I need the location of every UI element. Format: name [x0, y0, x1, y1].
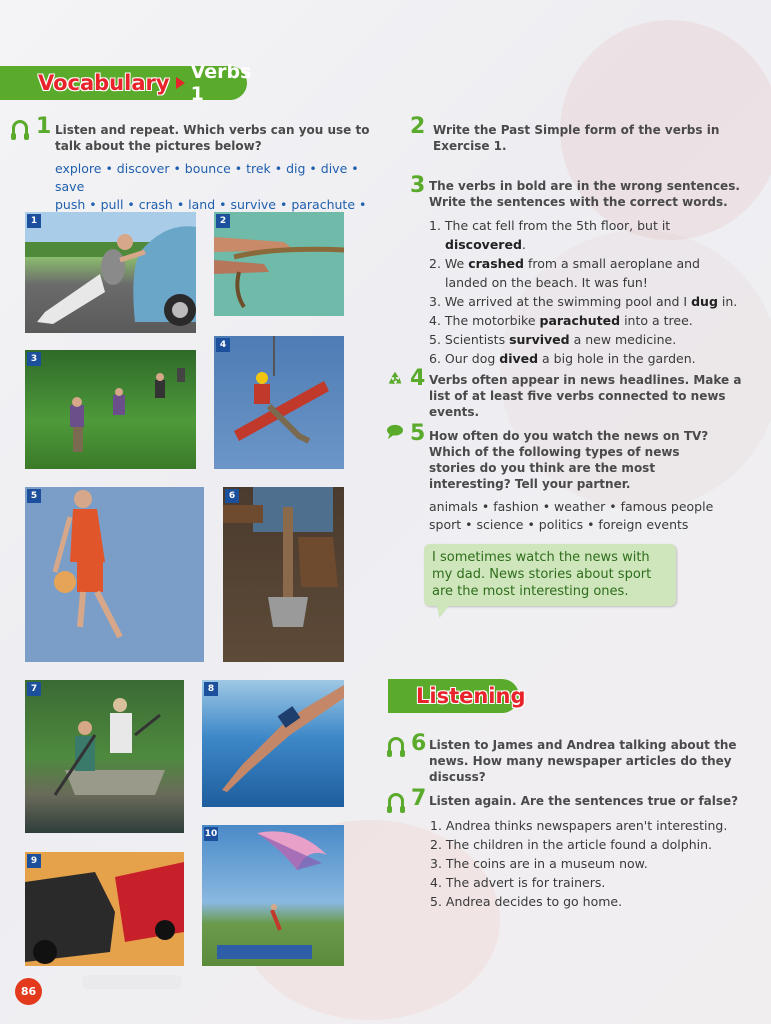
- photo-number: 9: [27, 854, 41, 868]
- row-boat-illustration: [25, 680, 184, 833]
- photo-number: 6: [225, 489, 239, 503]
- exercise-1-instruction: Listen and repeat. Which verbs can you use to talk about the pictures below?: [55, 123, 370, 153]
- trek-illustration: [25, 350, 196, 469]
- exercise-3-instruction: The verbs in bold are in the wrong sentences. Write the sentences with the correct words.: [429, 179, 740, 209]
- exercise-7-instruction: Listen again. Are the sentences true or false?: [429, 794, 739, 808]
- basketball-illustration: [25, 487, 204, 662]
- speech-bubble-icon: [386, 424, 404, 440]
- list-item: 2. The children in the article found a dolphin.: [430, 837, 713, 852]
- list-item: 4. The motorbike parachuted into a tree.: [429, 313, 693, 328]
- photo-5: [25, 487, 204, 662]
- headphones-icon: [388, 737, 404, 753]
- photo-2: [214, 212, 344, 316]
- exercise-5: [429, 428, 719, 534]
- list-item: 5. Scientists survived a new medicine.: [429, 332, 677, 347]
- speech-bubble-tail: [431, 604, 450, 618]
- exercise-4-number: 4: [410, 366, 426, 391]
- list-item: 1. The cat fell from the 5th floor, but it discovered.: [429, 218, 671, 252]
- parachute-illustration: [202, 825, 344, 966]
- exercise-7-sentences: [429, 816, 739, 911]
- exercise-3-sentences: [429, 216, 745, 368]
- arrow-right-icon: [176, 77, 185, 89]
- vocabulary-subtitle: Verbs 1: [190, 61, 252, 105]
- listening-title: Listening: [416, 684, 526, 708]
- exercise-5-number: 5: [410, 421, 426, 446]
- push-car-illustration: [25, 212, 196, 333]
- background-decoration: [82, 975, 182, 989]
- list-item: 2. We crashed from a small aeroplane and landed on the beach. It was fun!: [429, 256, 700, 290]
- list-item: 3. The coins are in a museum now.: [430, 856, 648, 871]
- exercise-4-instruction: Verbs often appear in news headlines. Make a list of at least five verbs connected to news events.: [429, 373, 742, 419]
- photo-1: [25, 212, 196, 333]
- photo-number: 7: [27, 682, 41, 696]
- page-number: 86: [15, 978, 42, 1005]
- list-item: 6. Our dog dived a big hole in the garden.: [429, 351, 696, 366]
- headphones-icon: [12, 120, 28, 136]
- photo-7: [25, 680, 184, 833]
- vocabulary-section-header: [0, 61, 252, 105]
- crash-illustration: [25, 852, 184, 966]
- photo-number: 5: [27, 489, 41, 503]
- photo-number: 2: [216, 214, 230, 228]
- pull-rope-illustration: [214, 212, 344, 316]
- exercise-5-types-line-2: sport • science • politics • foreign events: [429, 517, 689, 532]
- photo-number: 8: [204, 682, 218, 696]
- list-item: 3. We arrived at the swimming pool and I dug in.: [429, 294, 738, 309]
- exercise-7: [429, 793, 739, 911]
- exercise-2-instruction: Write the Past Simple form of the verbs in Exercise 1.: [433, 123, 720, 153]
- exercise-6-number: 6: [411, 731, 427, 756]
- list-item: 5. Andrea decides to go home.: [430, 894, 623, 909]
- exercise-2-number: 2: [410, 114, 426, 139]
- recycle-icon: [386, 370, 404, 388]
- exercise-6-instruction: Listen to James and Andrea talking about the news. How many newspaper articles do they discuss?: [429, 738, 737, 784]
- speech-bubble: I sometimes watch the news with my dad. News stories about sport are the most interesting ones.: [424, 544, 676, 606]
- exercise-7-number: 7: [411, 786, 427, 811]
- list-item: 4. The advert is for trainers.: [430, 875, 606, 890]
- photo-8: [202, 680, 344, 807]
- exercise-5-types-line-1: animals • fashion • weather • famous people: [429, 499, 714, 514]
- rescue-illustration: [214, 336, 344, 469]
- exercise-2: [433, 122, 733, 154]
- photo-9: [25, 852, 184, 966]
- exercise-6: [429, 737, 754, 785]
- photo-4: [214, 336, 344, 469]
- photo-6: [223, 487, 344, 662]
- photo-number: 4: [216, 338, 230, 352]
- exercise-3: [429, 178, 745, 368]
- headphones-icon: [388, 793, 404, 809]
- photo-number: 10: [204, 829, 218, 839]
- photo-3: [25, 350, 196, 469]
- listening-section-header: [388, 679, 526, 713]
- vocabulary-title: Vocabulary: [38, 71, 170, 95]
- exercise-1-number: 1: [36, 114, 52, 139]
- dig-illustration: [223, 487, 344, 662]
- exercise-5-instruction: How often do you watch the news on TV? Which of the following types of news stories do you think are the most interesting? Tell your partner.: [429, 429, 709, 491]
- list-item: 1. Andrea thinks newspapers aren't interesting.: [430, 818, 728, 833]
- exercise-1-words-line-1: explore • discover • bounce • trek • dig • dive • save: [55, 161, 359, 194]
- dive-illustration: [202, 680, 344, 807]
- photo-10: [202, 825, 344, 966]
- exercise-1-words-line-2: push • pull • crash • land • survive • parachute •: [55, 197, 367, 212]
- exercise-3-number: 3: [410, 173, 426, 198]
- photo-number: 3: [27, 352, 41, 366]
- exercise-4: [429, 372, 747, 420]
- photo-number: 1: [27, 214, 41, 228]
